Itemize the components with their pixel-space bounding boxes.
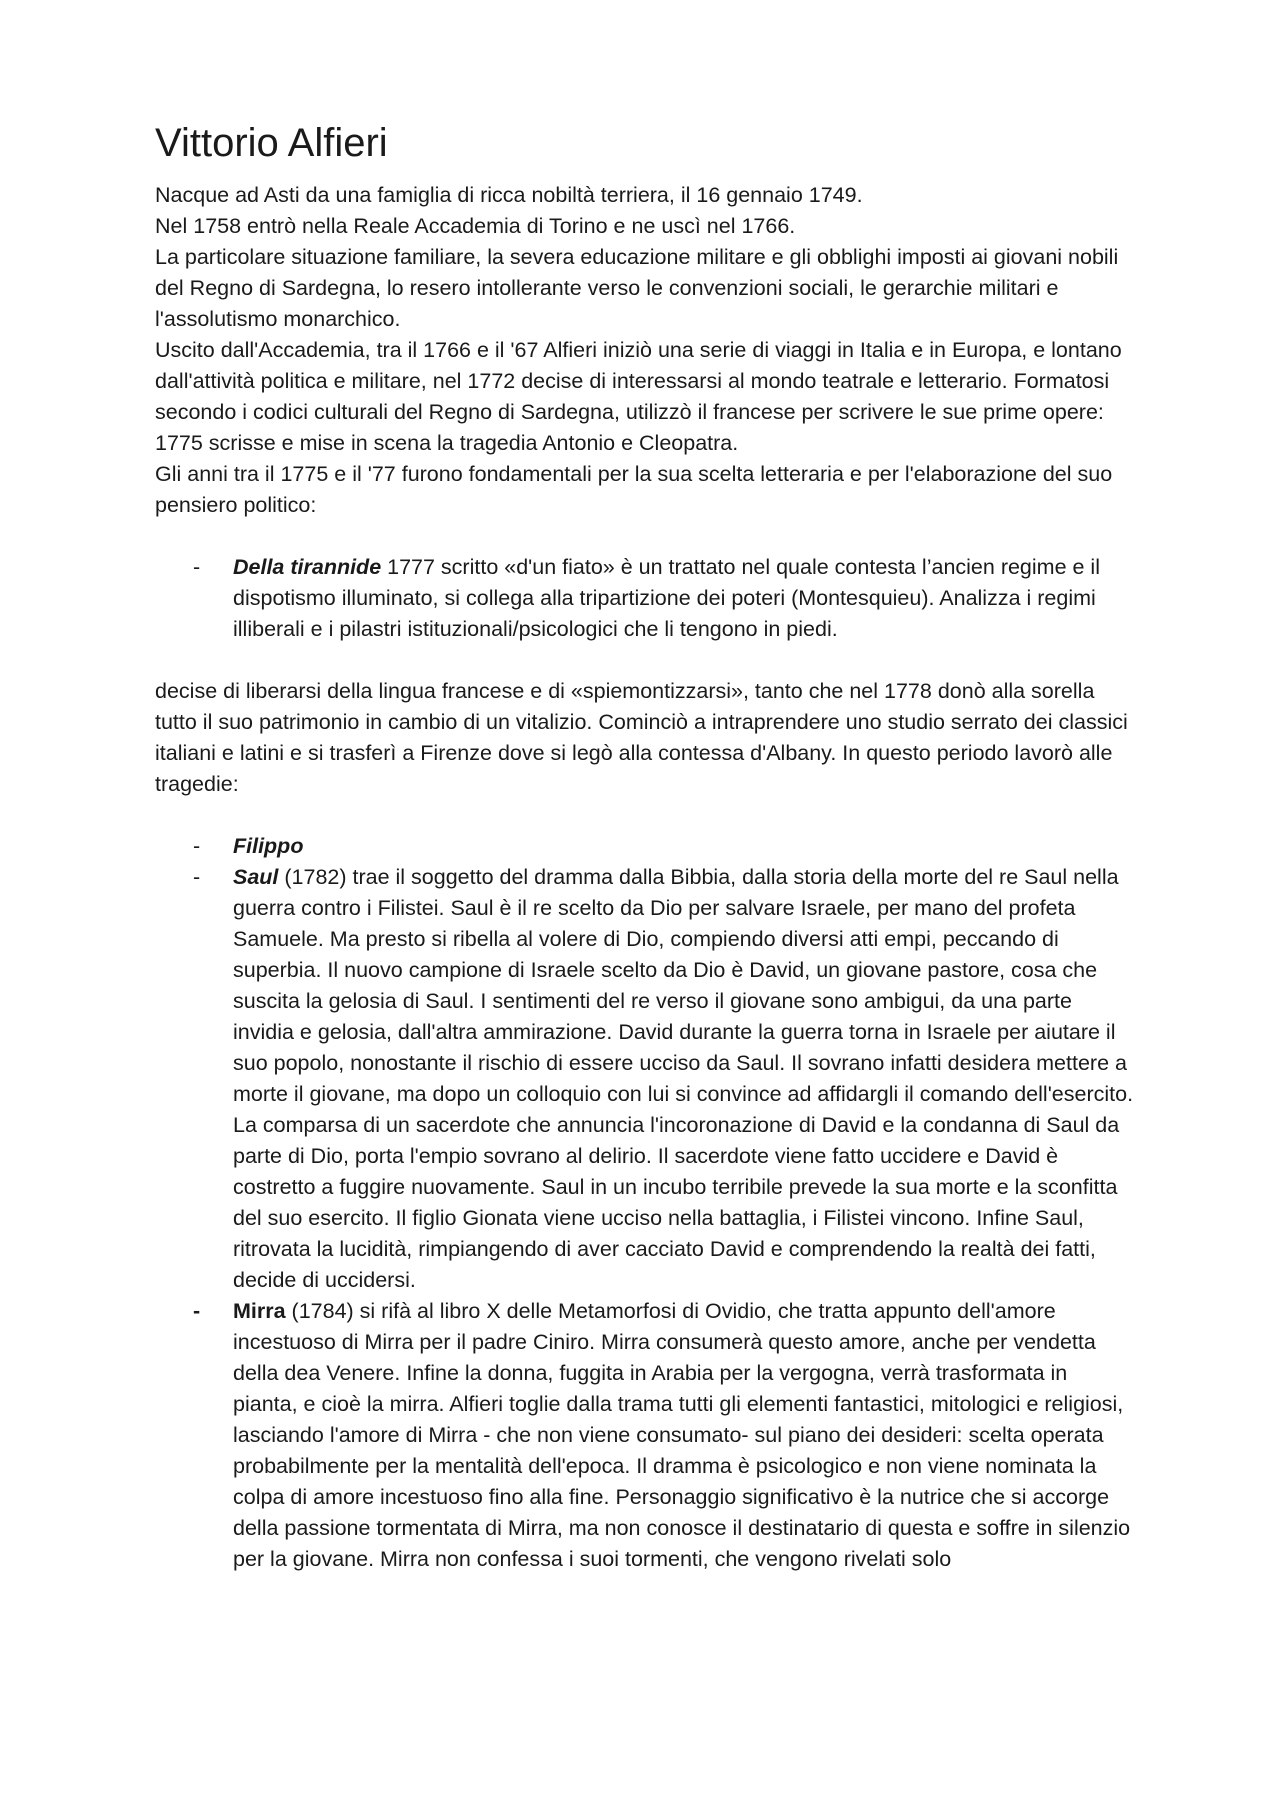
work-title-mirra: Mirra (233, 1299, 286, 1323)
work-description-della-tirannide: 1777 scritto «d'un fiato» è un trattato nel quale contesta l’ancien regime e il dispotismo illuminato, si collega alla tripartizione dei poteri (Montesquieu). Analizza i regimi illiberali e i pilastri istituzionali/psicologici che li tengono in piedi. (233, 555, 1100, 641)
intro-paragraph-2: Nel 1758 entrò nella Reale Accademia di Torino e ne uscì nel 1766. (155, 214, 796, 238)
intro-paragraph-3: La particolare situazione familiare, la severa educazione militare e gli obblighi imposti ai giovani nobili del Regno di Sardegna, lo resero intollerante verso le convenzioni sociali, le gerarchie militari e l'assolutismo monarchico. (155, 245, 1119, 331)
bullet-dash: - (193, 555, 201, 579)
list-item-mirra (155, 1296, 1135, 1575)
spacer (155, 521, 1135, 552)
works-list-1 (155, 552, 1135, 645)
bullet-dash: - (193, 1299, 201, 1323)
list-item-saul (155, 862, 1135, 1296)
work-description-saul: (1782) trae il soggetto del dramma dalla Bibbia, dalla storia della morte del re Saul nella guerra contro i Filistei. Saul è il re scelto da Dio per salvare Israele, per mano del profeta Samuele. Ma presto si ribella al volere di Dio, compiendo diversi atti empi, peccando di superbia. Il nuovo campione di Israele scelto da Dio è David, un giovane pastore, cosa che suscita la gelosia di Saul. I sentimenti del re verso il giovane sono ambigui, da una parte invidia e gelosia, dall'altra ammirazione. David durante la guerra torna in Israele per aiutare il suo popolo, nonostante il rischio di essere ucciso da Saul. Il sovrano infatti desidera mettere a morte il giovane, ma dopo un colloquio con lui si convince ad affidargli il comando dell'esercito. (233, 865, 1134, 1106)
work-description-mirra: (1784) si rifà al libro X delle Metamorfosi di Ovidio, che tratta appunto dell'amore incestuoso di Mirra per il padre Ciniro. Mirra consumerà questo amore, anche per vendetta della dea Venere. Infine la donna, fuggita in Arabia per la vergogna, verrà trasformata in pianta, e cioè la mirra. Alfieri toglie dalla trama tutti gli elementi fantastici, mitologici e religiosi, lasciando l'amore di Mirra - che non viene consumato- sul piano dei desideri: scelta operata probabilmente per la mentalità dell'epoca. Il dramma è psicologico e non viene nominata la colpa di amore incestuoso fino alla fine. Personaggio significativo è la nutrice che si accorge della passione tormentata di Mirra, ma non conosce il destinatario di questa e soffre in silenzio per la giovane. Mirra non confessa i suoi tormenti, che vengono rivelati solo (233, 1299, 1131, 1571)
bullet-dash: - (193, 865, 201, 889)
work-title-filippo: Filippo (233, 834, 304, 858)
list-item-filippo (155, 831, 1135, 862)
works-list-2 (155, 831, 1135, 1575)
work-title-della-tirannide: Della tirannide (233, 555, 382, 579)
middle-paragraph: decise di liberarsi della lingua francese e di «spiemontizzarsi», tanto che nel 1778 donò alla sorella tutto il suo patrimonio in cambio di un vitalizio. Cominciò a intraprendere uno studio serrato dei classici italiani e latini e si trasferì a Firenze dove si legò alla contessa d'Albany. In questo periodo lavorò alle tragedie: (155, 679, 1128, 796)
spacer (155, 645, 1135, 676)
bullet-dash: - (193, 834, 201, 858)
document-page (155, 118, 1135, 1575)
page-title: Vittorio Alfieri (155, 121, 388, 165)
list-item-della-tirannide (155, 552, 1135, 645)
intro-paragraph-4: Uscito dall'Accademia, tra il 1766 e il '67 Alfieri iniziò una serie di viaggi in Italia e in Europa, e lontano dall'attività politica e militare, nel 1772 decise di interessarsi al mondo teatrale e letterario. Formatosi secondo i codici culturali del Regno di Sardegna, utilizzò il francese per scrivere le sue prime opere: 1775 scrisse e mise in scena la tragedia Antonio e Cleopatra. (155, 338, 1122, 455)
work-title-saul: Saul (233, 865, 279, 889)
work-description-saul-continued: La comparsa di un sacerdote che annuncia l'incoronazione di David e la condanna di Saul da parte di Dio, porta l'empio sovrano al delirio. Il sacerdote viene fatto uccidere e David è costretto a fuggire nuovamente. Saul in un incubo terribile prevede la sua morte e la sconfitta del suo esercito. Il figlio Gionata viene ucciso nella battaglia, i Filistei vincono. Infine Saul, ritrovata la lucidità, rimpiangendo di aver cacciato David e comprendendo la realtà dei fatti, decide di uccidersi. (233, 1113, 1120, 1292)
spacer (155, 800, 1135, 831)
intro-paragraph-1: Nacque ad Asti da una famiglia di ricca nobiltà terriera, il 16 gennaio 1749. (155, 183, 863, 207)
intro-paragraph-5: Gli anni tra il 1775 e il '77 furono fondamentali per la sua scelta letteraria e per l'elaborazione del suo pensiero politico: (155, 462, 1113, 517)
